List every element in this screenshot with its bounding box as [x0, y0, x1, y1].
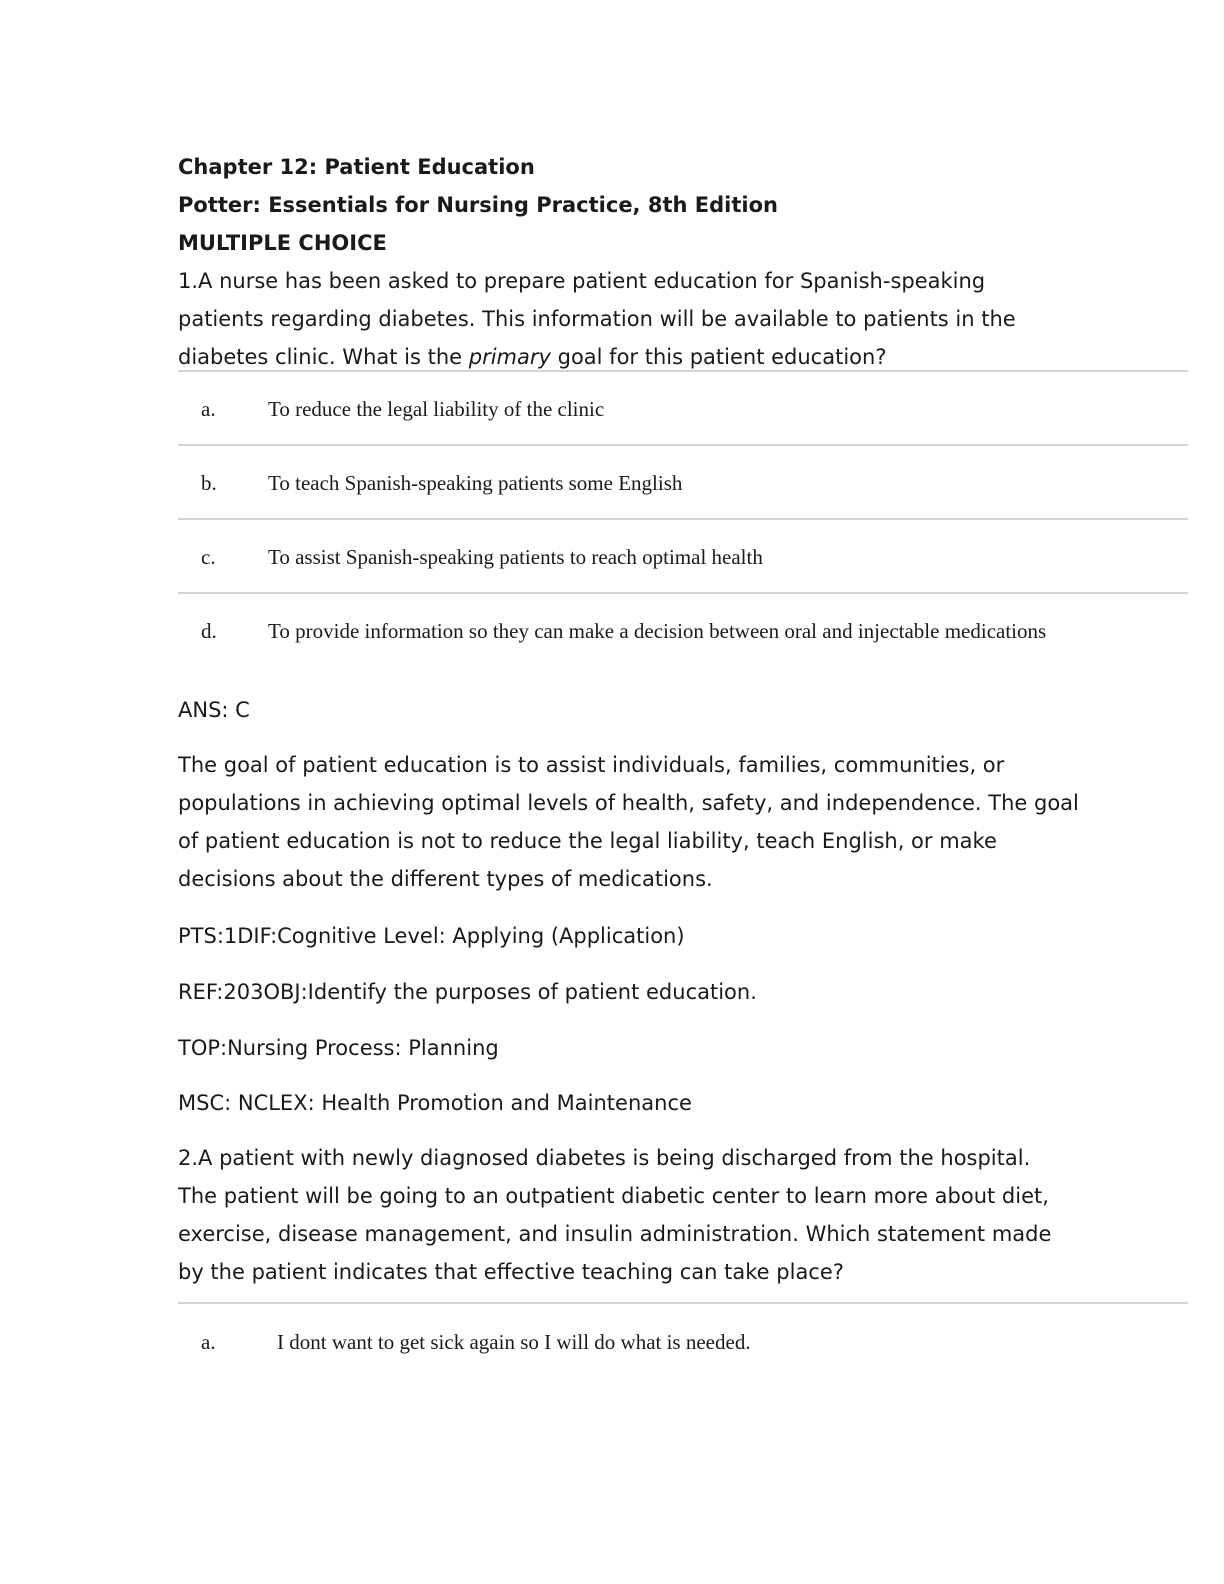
option-text: To assist Spanish-speaking patients to reach optimal health [268, 545, 763, 569]
reference-objective: REF:203OBJ:Identify the purposes of patient education. [178, 980, 757, 1004]
option-text: I dont want to get sick again so I will do what is needed. [277, 1330, 751, 1354]
question-1-stem-text: 1.A nurse has been asked to prepare patient education for Spanish-speaking patients regarding diabetes. This information will be available to patients in the diabetes clinic. What is the [178, 269, 1016, 369]
divider [178, 370, 1188, 372]
divider [178, 444, 1188, 446]
divider [178, 518, 1188, 520]
chapter-title: Chapter 12: Patient Education [178, 155, 535, 179]
topic: TOP:Nursing Process: Planning [178, 1036, 499, 1060]
points-difficulty: PTS:1DIF:Cognitive Level: Applying (Application) [178, 924, 685, 948]
option-letter: a. [201, 1330, 216, 1354]
section-label: MULTIPLE CHOICE [178, 231, 387, 255]
option-letter: c. [201, 545, 216, 569]
divider [178, 592, 1188, 594]
nclex-category: MSC: NCLEX: Health Promotion and Maintenance [178, 1091, 692, 1115]
question-2-stem: 2.A patient with newly diagnosed diabetes is being discharged from the hospital. The patient will be going to an outpatient diabetic center to learn more about diet, exercise, disease management, and insulin administration. Which statement made by the patient indicates that effective teaching can take place? [178, 1146, 1052, 1284]
question-1-stem-end: goal for this patient education? [550, 345, 887, 369]
option-text: To reduce the legal liability of the clinic [268, 397, 605, 421]
divider [178, 1302, 1188, 1304]
option-letter: a. [201, 397, 216, 421]
answer-key: ANS: C [178, 698, 250, 722]
rationale: The goal of patient education is to assist individuals, families, communities, or populations in achieving optimal levels of health, safety, and independence. The goal of patient education is not to reduce the legal liability, teach English, or make decisions about the different types of medications. [178, 753, 1079, 891]
option-letter: d. [201, 619, 217, 643]
book-title: Potter: Essentials for Nursing Practice, 8th Edition [178, 193, 778, 217]
question-1-stem-emphasis: primary [468, 345, 551, 369]
question-1-stem [178, 262, 1016, 376]
option-text: To provide information so they can make a decision between oral and injectable medications [268, 619, 1047, 643]
option-text: To teach Spanish-speaking patients some English [268, 471, 683, 495]
option-letter: b. [201, 471, 217, 495]
